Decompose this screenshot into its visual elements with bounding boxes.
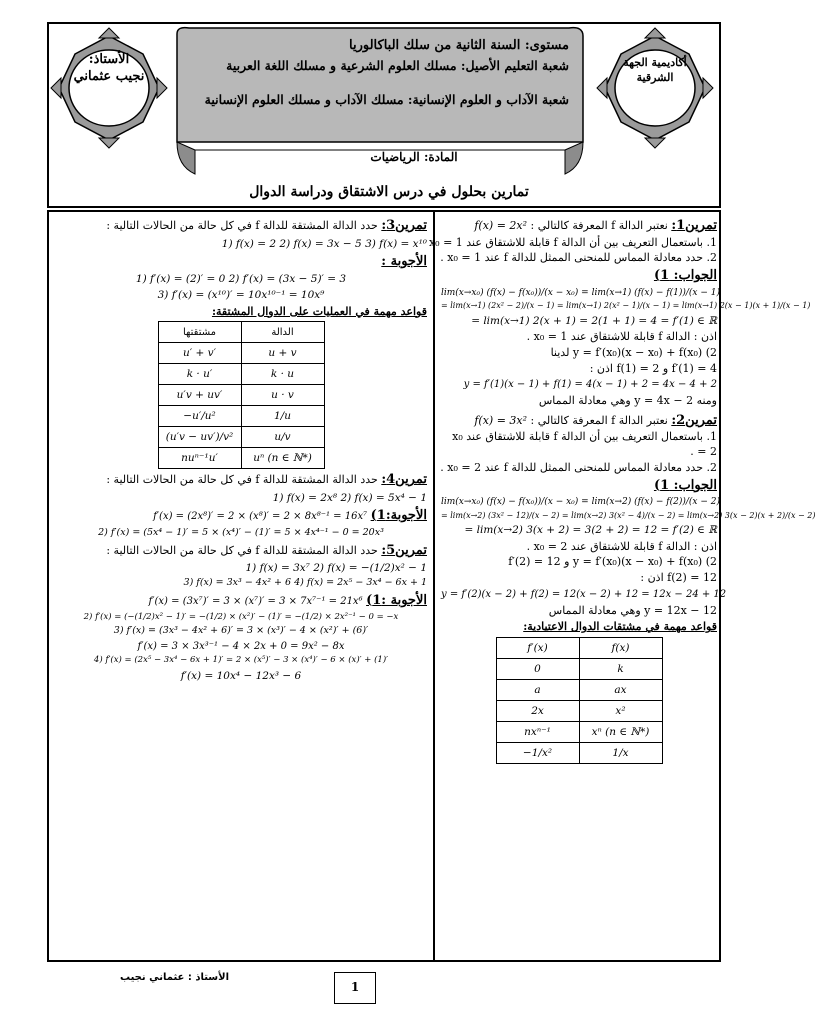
operations-table — [158, 321, 325, 469]
table-cell: k — [579, 659, 662, 680]
exercise-4-heading — [55, 471, 427, 489]
table-cell: 1/x — [579, 743, 662, 764]
table-row — [158, 385, 324, 406]
table-header-row — [158, 322, 324, 343]
exercise-5-intro: حدد الدالة المشتقة للدالة f في كل حالة من الحالات التالية : — [106, 543, 378, 557]
table-cell: k · u′ — [158, 364, 241, 385]
answer-4-b: 2) f′(x) = (5x⁴ − 1)′ = 5 × (x⁴)′ − (1)′ = 5 × 4x⁴⁻¹ − 0 = 20x³ — [98, 526, 384, 538]
table-cell: nuⁿ⁻¹u′ — [158, 448, 241, 469]
table-row — [158, 448, 324, 469]
exercise-5-cases2: 3) f(x) = 3x³ − 4x² + 6 4) f(x) = 2x⁵ − 3x⁴ − 6x + 1 — [183, 577, 427, 589]
operations-table-title: قواعد مهمة في العمليات على الدوال المشتقة: — [211, 304, 427, 318]
answer-5-heading — [55, 592, 427, 610]
table-header-cell: f′(x) — [496, 638, 579, 659]
answer-2-heading — [441, 477, 717, 495]
derivative-table — [496, 637, 663, 764]
exercise-2-heading — [441, 412, 717, 430]
exercise-5-heading — [55, 542, 427, 560]
footer-author: الأستاذ : عثماني نجيب — [120, 972, 229, 983]
table-cell: u + v — [241, 343, 324, 364]
right-emblem-shape — [597, 28, 713, 148]
right-emblem-text: أكاديمية الجهة الشرقية — [623, 56, 687, 84]
answer-1-q2a: 2) y = f′(x₀)(x − x₀) + f(x₀) لدينا — [550, 345, 717, 359]
exercise-2-title: تمرين2: — [671, 412, 717, 428]
branch1-text: شعبة التعليم الأصيل: مسلك العلوم الشرعية و مسلك اللغة العربية — [226, 58, 569, 73]
table-cell: u′v + uv′ — [158, 385, 241, 406]
level-text: مستوى: السنة الثانية من سلك الباكالوريا — [349, 38, 569, 53]
exercise-2-function: f(x) = 3x² — [474, 413, 528, 427]
table-cell: k · u — [241, 364, 324, 385]
answer-2-q2d: y = 12x − 12 وهي معادلة المماس — [548, 603, 717, 617]
answer-3-a: 1) f′(x) = (2)′ = 0 2) f′(x) = (3x − 5)′ = 3 — [135, 273, 347, 286]
right-column — [428, 216, 816, 766]
table-cell: a — [496, 680, 579, 701]
answer-5-a: f′(x) = (3x⁷)′ = 3 × (x⁷)′ = 3 × 7x⁷⁻¹ = 21x⁶ — [148, 596, 363, 608]
answer-3-b: 3) f′(x) = (x¹⁰)′ = 10x¹⁰⁻¹ = 10x⁹ — [157, 289, 325, 302]
answer-1-q2d: ومنه y = 4x − 2 وهي معادلة المماس — [538, 393, 717, 407]
table-cell: (u′v − uv′)/v² — [158, 427, 241, 448]
table-row — [158, 343, 324, 364]
table-row — [496, 743, 662, 764]
document-title: تمارين بحلول في درس الاشتقاق ودراسة الدوال — [249, 184, 529, 200]
answer-5-f: f′(x) = 10x⁴ − 12x³ − 6 — [180, 669, 302, 682]
table-row — [496, 701, 662, 722]
answer-4-heading — [55, 507, 427, 525]
answer-5-d: f′(x) = 3 × 3x³⁻¹ − 4 × 2x + 0 = 9x² − 8x — [137, 640, 345, 652]
table-header-row — [496, 638, 662, 659]
table-cell: −1/x² — [496, 743, 579, 764]
table-row — [158, 364, 324, 385]
page-number: 1 — [334, 972, 376, 1004]
branch2-text: شعبة الآداب و العلوم الإنسانية: مسلك الآداب و مسلك العلوم الإنسانية — [204, 92, 569, 107]
table-cell: uⁿ (n ∈ ℕ*) — [241, 448, 324, 469]
left-emblem-shape — [51, 28, 167, 148]
exercise-3-heading — [55, 217, 427, 235]
exercise-2-q1: 1. باستعمال التعريف بين أن الدالة f قابلة للاشتقاق عند x₀ = 2 . — [452, 430, 717, 459]
table-row — [158, 406, 324, 427]
answer-5-title: الأجوبة :1) — [366, 593, 427, 609]
table-header-cell: الدالة — [241, 322, 324, 343]
answer-2-eq2: = lim(x→2) (3x² − 12)/(x − 2) = lim(x→2) 3(x² − 4)/(x − 2) = lim(x→2) 3(x − 2)(x + 2)/(x − 2) — [441, 510, 816, 520]
header-frame — [47, 22, 721, 208]
answer-5-b: 2) f′(x) = (−(1/2)x² − 1)′ = −(1/2) × (x²)′ − (1)′ = −(1/2) × 2x²⁻¹ − 0 = −x — [83, 611, 399, 622]
answer-1-heading — [441, 267, 717, 285]
table-cell: u′ + v′ — [158, 343, 241, 364]
left-column — [55, 216, 427, 685]
exercise-1-title: تمرين1: — [671, 218, 717, 233]
exercise-3-cases: 1) f(x) = 2 2) f(x) = 3x − 5 3) f(x) = x¹⁰ — [221, 237, 427, 250]
answer-5-c: 3) f′(x) = (3x³ − 4x² + 6)′ = 3 × (x³)′ − 4 × (x²)′ + (6)′ — [113, 625, 369, 637]
table-cell: u · v — [241, 385, 324, 406]
column-divider — [433, 212, 435, 960]
table-row — [158, 427, 324, 448]
answer-1-q2c: y = f′(1)(x − 1) + f(1) = 4(x − 1) + 2 = 4x − 4 + 2 — [463, 379, 717, 391]
exercise-4-title: تمرين4: — [381, 472, 427, 488]
exercise-4-cases: 1) f(x) = 2x⁸ 2) f(x) = 5x⁴ − 1 — [272, 492, 427, 504]
answer-1-eq2: = lim(x→1) (2x² − 2)/(x − 1) = lim(x→1) 2(x² − 1)/(x − 1) = lim(x→1) 2(x − 1)(x + 1)/(x − 1) — [441, 300, 811, 310]
exercise-1-intro: نعتبر الدالة f المعرفة كالتالي : — [530, 219, 668, 232]
table-cell: 1/u — [241, 406, 324, 427]
answer-4-title: الأجوبة:1) — [370, 508, 427, 524]
table-cell: nxⁿ⁻¹ — [496, 722, 579, 743]
content-frame — [47, 210, 816, 962]
subject-text: المادة: الرياضيات — [370, 150, 458, 164]
table-cell: x² — [579, 701, 662, 722]
exercise-1-q2: 2. حدد معادلة المماس للمنحنى الممثل للدالة f عند x₀ = 1 . — [440, 251, 717, 265]
answer-2-eq1: lim(x→x₀) (f(x) − f(x₀))/(x − x₀) = lim(x→2) (f(x) − f(2))/(x − 2) — [441, 497, 720, 508]
exercise-3-intro: حدد الدالة المشتقة للدالة f في كل حالة من الحالات التالية : — [106, 219, 378, 232]
table-row — [496, 680, 662, 701]
exercise-3-title: تمرين3: — [381, 218, 427, 233]
table-cell: ax — [579, 680, 662, 701]
exercise-1-heading — [441, 217, 717, 235]
table-cell: xⁿ (n ∈ ℕ*) — [579, 722, 662, 743]
table-cell: −u′/u² — [158, 406, 241, 427]
answer-1-q2b: f′(1) = 4 و f(1) = 2 اذن : — [589, 361, 717, 375]
exercise-5-title: تمرين5: — [381, 542, 427, 558]
answer-3-heading — [55, 253, 427, 271]
answer-2-eq3: = lim(x→2) 3(x + 2) = 3(2 + 2) = 12 = f′(2) ∈ ℝ — [464, 524, 717, 537]
table-header-cell: f(x) — [579, 638, 662, 659]
exercise-1-q1: 1. باستعمال التعريف بين أن الدالة f قابلة للاشتقاق عند x₀ = 1 — [428, 235, 717, 249]
answer-2-q2a: 2) y = f′(x₀)(x − x₀) + f(x₀) و f′(2) = 12 — [508, 555, 717, 569]
answer-1-title: الجواب: 1) — [653, 268, 717, 284]
table-header-cell: مشتقتها — [158, 322, 241, 343]
answer-1-eq1: lim(x→x₀) (f(x) − f(x₀))/(x − x₀) = lim(x→1) (f(x) − f(1))/(x − 1) — [441, 287, 720, 298]
answer-1-conclusion: اذن : الدالة f قابلة للاشتقاق عند x₀ = 1 . — [526, 329, 717, 343]
left-emblem-text: الأستاذ: نجيب عثماني — [73, 52, 145, 84]
derivative-table-title: قواعد مهمة في مشتقات الدوال الاعتيادية: — [523, 620, 717, 634]
exercise-4-intro: حدد الدالة المشتقة للدالة f في كل حالة من الحالات التالية : — [106, 473, 378, 487]
answer-5-e: 4) f′(x) = (2x⁵ − 3x⁴ − 6x + 1)′ = 2 × (x⁵)′ − 3 × (x⁴)′ − 6 × (x)′ + (1)′ — [93, 655, 389, 666]
exercise-5-cases1: 1) f(x) = 3x⁷ 2) f(x) = −(1/2)x² − 1 — [245, 562, 427, 575]
answer-2-q2c: y = f′(2)(x − 2) + f(2) = 12(x − 2) + 12 = 12x − 24 + 12 — [441, 589, 727, 601]
table-cell: 2x — [496, 701, 579, 722]
exercise-1-function: f(x) = 2x² — [474, 219, 528, 232]
answer-4-a: f′(x) = (2x⁸)′ = 2 × (x⁸)′ = 2 × 8x⁸⁻¹ = 16x⁷ — [153, 511, 368, 523]
answer-2-conclusion: اذن : الدالة f قابلة للاشتقاق عند x₀ = 2 . — [526, 539, 717, 553]
exercise-2-intro: نعتبر الدالة f المعرفة كالتالي : — [530, 413, 668, 427]
exercise-2-q2: 2. حدد معادلة المماس للمنحنى الممثل للدالة f عند x₀ = 2 . — [440, 461, 717, 474]
answer-2-title: الجواب: 1) — [653, 477, 717, 493]
table-row — [496, 659, 662, 680]
table-cell: u/v — [241, 427, 324, 448]
table-cell: 0 — [496, 659, 579, 680]
answer-2-q2b: f(2) = 12 اذن : — [640, 571, 717, 585]
table-row — [496, 722, 662, 743]
answer-1-eq3: = lim(x→1) 2(x + 1) = 2(1 + 1) = 4 = f′(1) ∈ ℝ — [471, 314, 717, 327]
answer-3-title: الأجوبة : — [381, 253, 427, 269]
